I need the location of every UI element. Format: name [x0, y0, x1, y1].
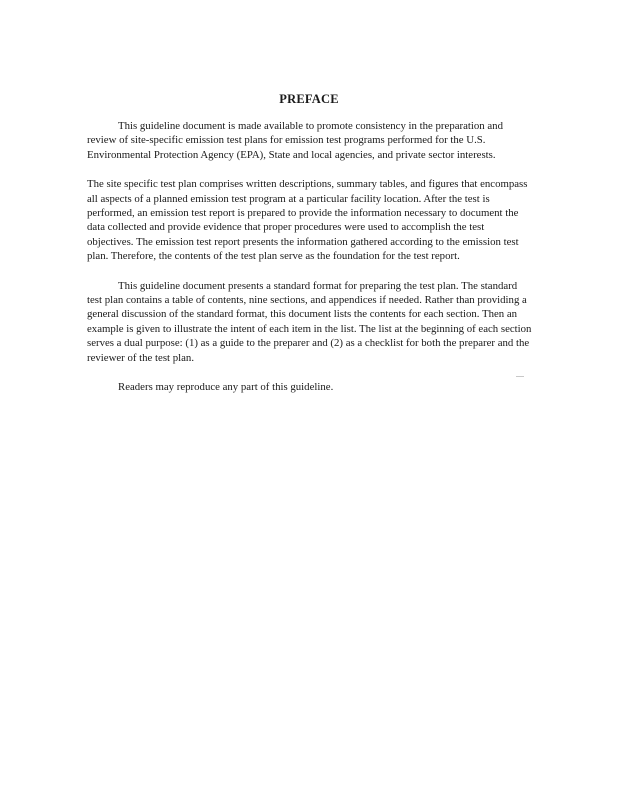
paragraph-reproduce: Readers may reproduce any part of this guideline. [118, 381, 334, 394]
paragraph-format: This guideline document presents a standard format for preparing the test plan. The standard test plan contains a table of contents, nine sections, and appendices if needed. Rather than providing a general discussion of the standard format, this document lists the contents for each section. Then an example is given to illustrate the intent of each item in the list. The list at the beginning of each section serves a dual purpose: (1) as a guide to the preparer and (2) as a checklist for both the preparer and the reviewer of the test plan. [87, 279, 532, 364]
document-body [87, 119, 533, 410]
page-title: PREFACE [279, 92, 339, 106]
paragraph-purpose: This guideline document is made available to promote consistency in the preparation and review of site-specific emission test plans for emission test programs performed for the U.S. Environmental Protection Agency (EPA), State and local agencies, and private sector interests. [87, 120, 503, 161]
paragraph-test-plan: The site specific test plan comprises written descriptions, summary tables, and figures that encompass all aspects of a planned emission test program at a particular facility location. After the test is performed, an emission test report is prepared to provide the information necessary to document the data collected and provide evidence that proper procedures were used to accomplish the test objectives. The emission test report presents the information gathered according to the emission test plan. Therefore, the contents of the test plan serve as the foundation for the test report. [87, 178, 528, 263]
scan-mark [516, 376, 524, 377]
